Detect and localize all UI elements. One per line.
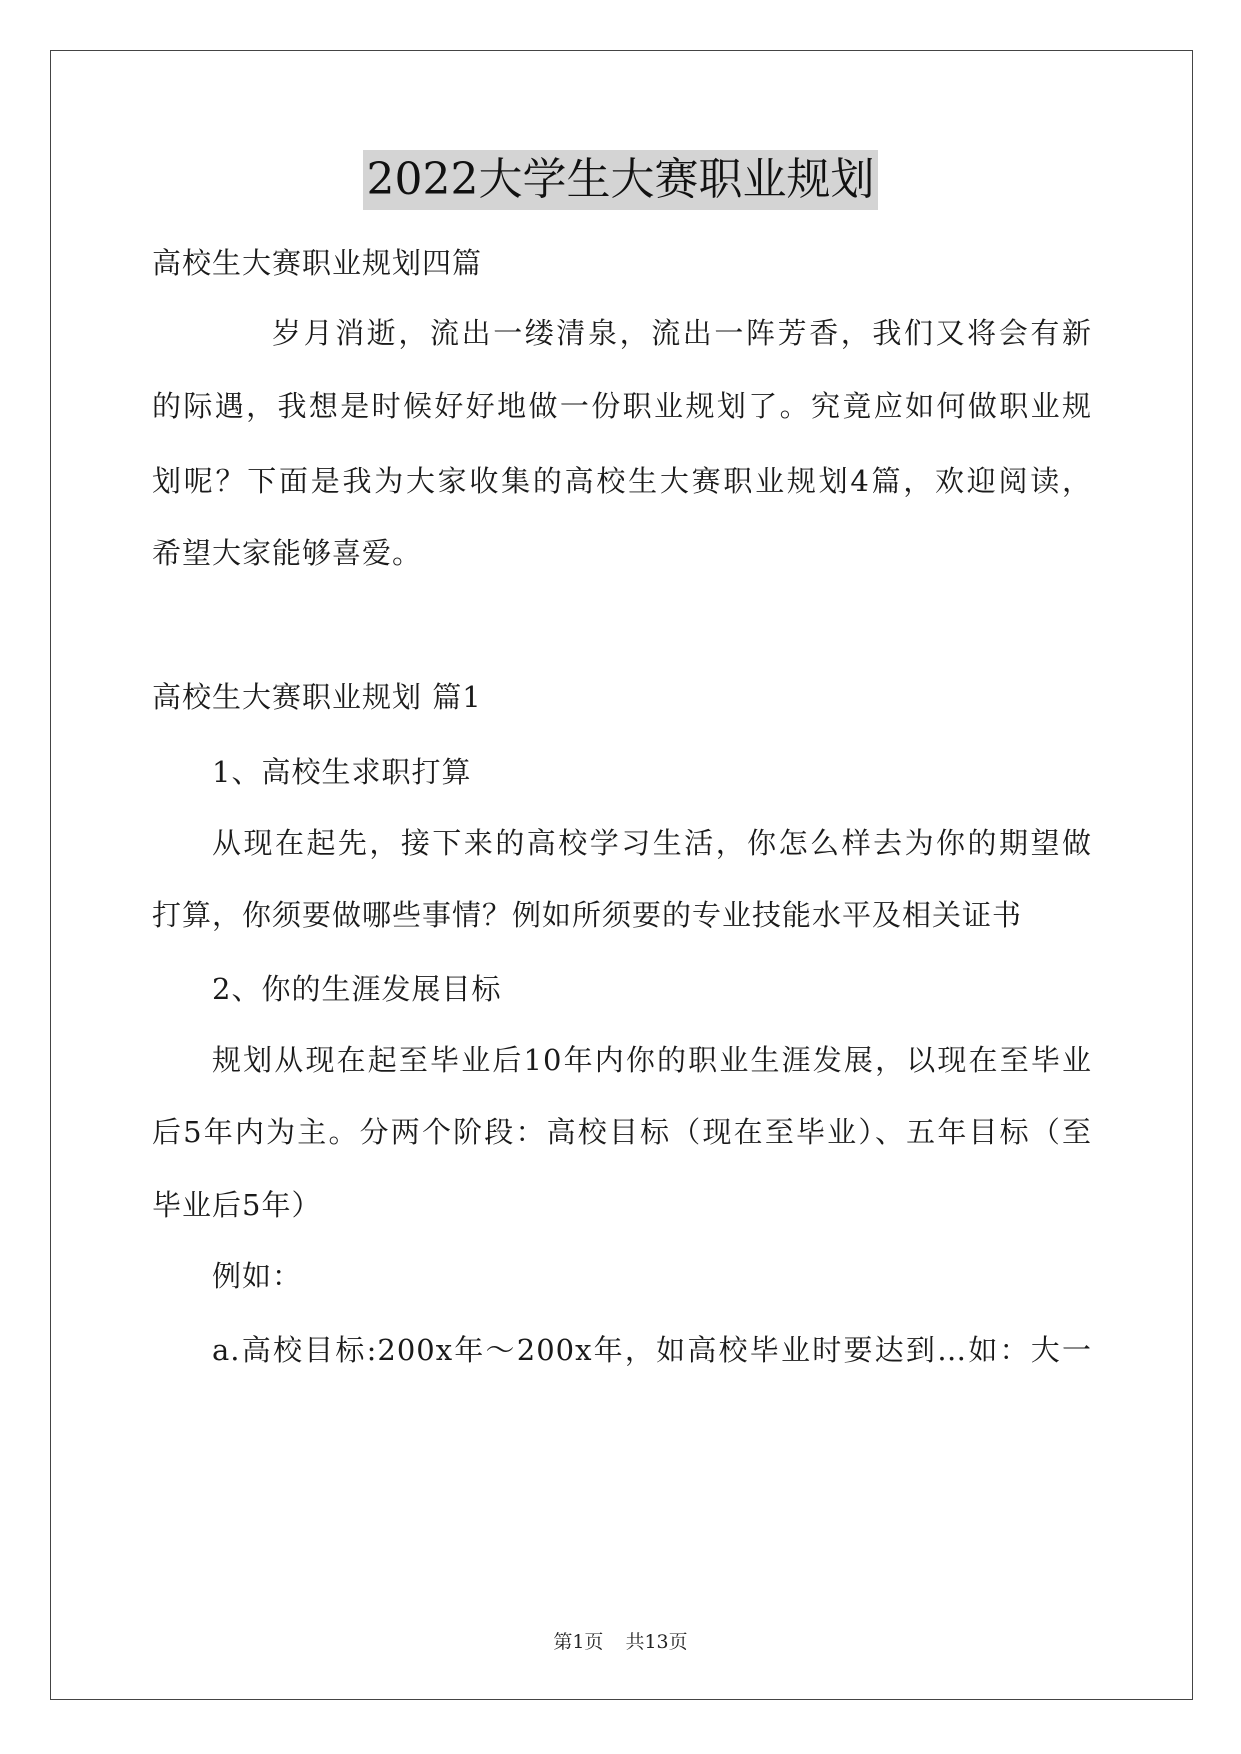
page-number: 第1页 (553, 1631, 604, 1653)
page-count: 共13页 (625, 1631, 688, 1653)
section-heading: 高校生大赛职业规划 篇1 (152, 680, 482, 714)
list-heading: 1、高校生求职打算 (212, 755, 472, 789)
page-footer (0, 1628, 1241, 1656)
paragraph-line: 打算，你须要做哪些事情？例如所须要的专业技能水平及相关证书 (152, 898, 1023, 932)
paragraph-line: 划呢？下面是我为大家收集的高校生大赛职业规划4篇，欢迎阅读， (152, 464, 1092, 498)
paragraph-line: 希望大家能够喜爱。 (152, 536, 423, 570)
paragraph-line: a.高校目标:200x年～200x年，如高校毕业时要达到…如：大一 (212, 1333, 1092, 1367)
paragraph-line: 毕业后5年） (152, 1188, 322, 1222)
list-heading: 2、你的生涯发展目标 (212, 972, 502, 1006)
paragraph-line: 从现在起先，接下来的高校学习生活，你怎么样去为你的期望做 (212, 826, 1092, 860)
paragraph-line: 后5年内为主。分两个阶段：高校目标（现在至毕业）、五年目标（至 (152, 1115, 1092, 1149)
intro-heading: 高校生大赛职业规划四篇 (152, 246, 483, 280)
document-title: 2022大学生大赛职业规划 (363, 150, 879, 210)
paragraph-line: 的际遇，我想是时候好好地做一份职业规划了。究竟应如何做职业规 (152, 389, 1092, 423)
paragraph-line: 岁月消逝，流出一缕清泉，流出一阵芳香，我们又将会有新 (272, 316, 1092, 350)
paragraph-line: 规划从现在起至毕业后10年内你的职业生涯发展，以现在至毕业 (212, 1043, 1092, 1077)
page-border (50, 50, 1193, 1700)
example-label: 例如： (212, 1259, 303, 1293)
title-container (0, 150, 1241, 210)
